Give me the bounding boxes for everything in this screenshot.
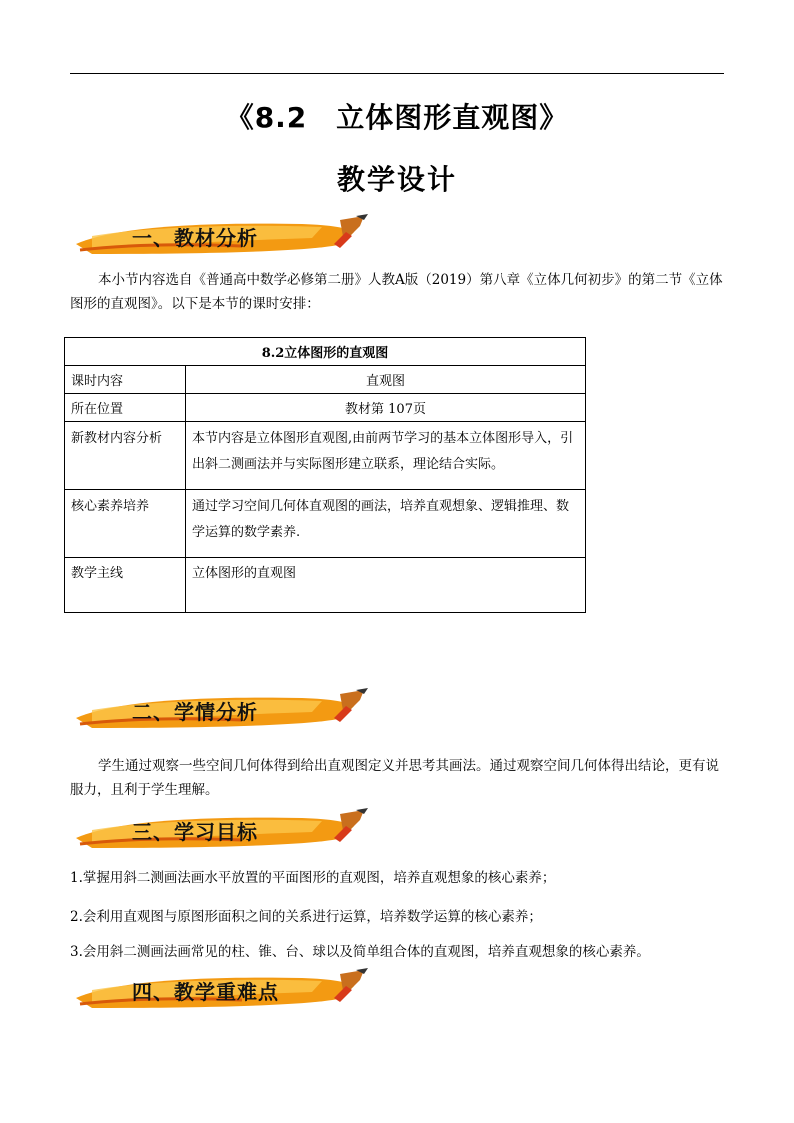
header-rule <box>70 73 724 74</box>
section-banner-4 <box>72 968 372 1012</box>
table-row <box>65 422 586 490</box>
lesson-schedule-table <box>64 337 586 613</box>
document-subtitle: 教学设计 <box>336 163 457 196</box>
section-banner-1 <box>72 214 372 258</box>
row-label: 课时内容 <box>65 366 186 394</box>
document-title: 《8.2 立体图形直观图》 <box>225 101 569 134</box>
row-value: 教材第 107页 <box>186 394 586 422</box>
table-row <box>65 394 586 422</box>
row-label: 核心素养培养 <box>65 490 186 558</box>
objective-item: 1.掌握用斜二测画法画水平放置的平面图形的直观图，培养直观想象的核心素养； <box>70 870 556 886</box>
row-value: 直观图 <box>186 366 586 394</box>
table-row <box>65 366 586 394</box>
row-value: 本节内容是立体图形直观图,由前两节学习的基本立体图形导入，引出斜二测画法并与实际图形建立联系，理论结合实际。 <box>186 422 586 490</box>
objective-item: 3.会用斜二测画法画常见的柱、锥、台、球以及简单组合体的直观图，培养直观想象的核心素养。 <box>70 944 650 960</box>
student-analysis-paragraph: 学生通过观察一些空间几何体得到给出直观图定义并思考其画法。通过观察空间几何体得出结论，更有说服力，且利于学生理解。 <box>70 758 719 798</box>
section-title-1: 一、教材分析 <box>132 226 258 250</box>
section-banner-3 <box>72 808 372 852</box>
row-label: 新教材内容分析 <box>65 422 186 490</box>
section-banner-2 <box>72 688 372 732</box>
row-label: 教学主线 <box>65 558 186 613</box>
intro-paragraph: 本小节内容选自《普通高中数学必修第二册》人教A版（2019）第八章《立体几何初步》的第二节《立体图形的直观图》。以下是本节的课时安排： <box>70 272 723 312</box>
section-title-3: 三、学习目标 <box>132 820 258 844</box>
row-label: 所在位置 <box>65 394 186 422</box>
table-row <box>65 558 586 613</box>
section-title-4: 四、教学重难点 <box>132 980 279 1004</box>
row-value: 通过学习空间几何体直观图的画法，培养直观想象、逻辑推理、数学运算的数学素养. <box>186 490 586 558</box>
table-header: 8.2立体图形的直观图 <box>65 338 586 366</box>
section-title-2: 二、学情分析 <box>132 700 258 724</box>
objective-item: 2.会利用直观图与原图形面积之间的关系进行运算，培养数学运算的核心素养； <box>70 909 542 925</box>
row-value: 立体图形的直观图 <box>186 558 586 613</box>
table-row <box>65 490 586 558</box>
